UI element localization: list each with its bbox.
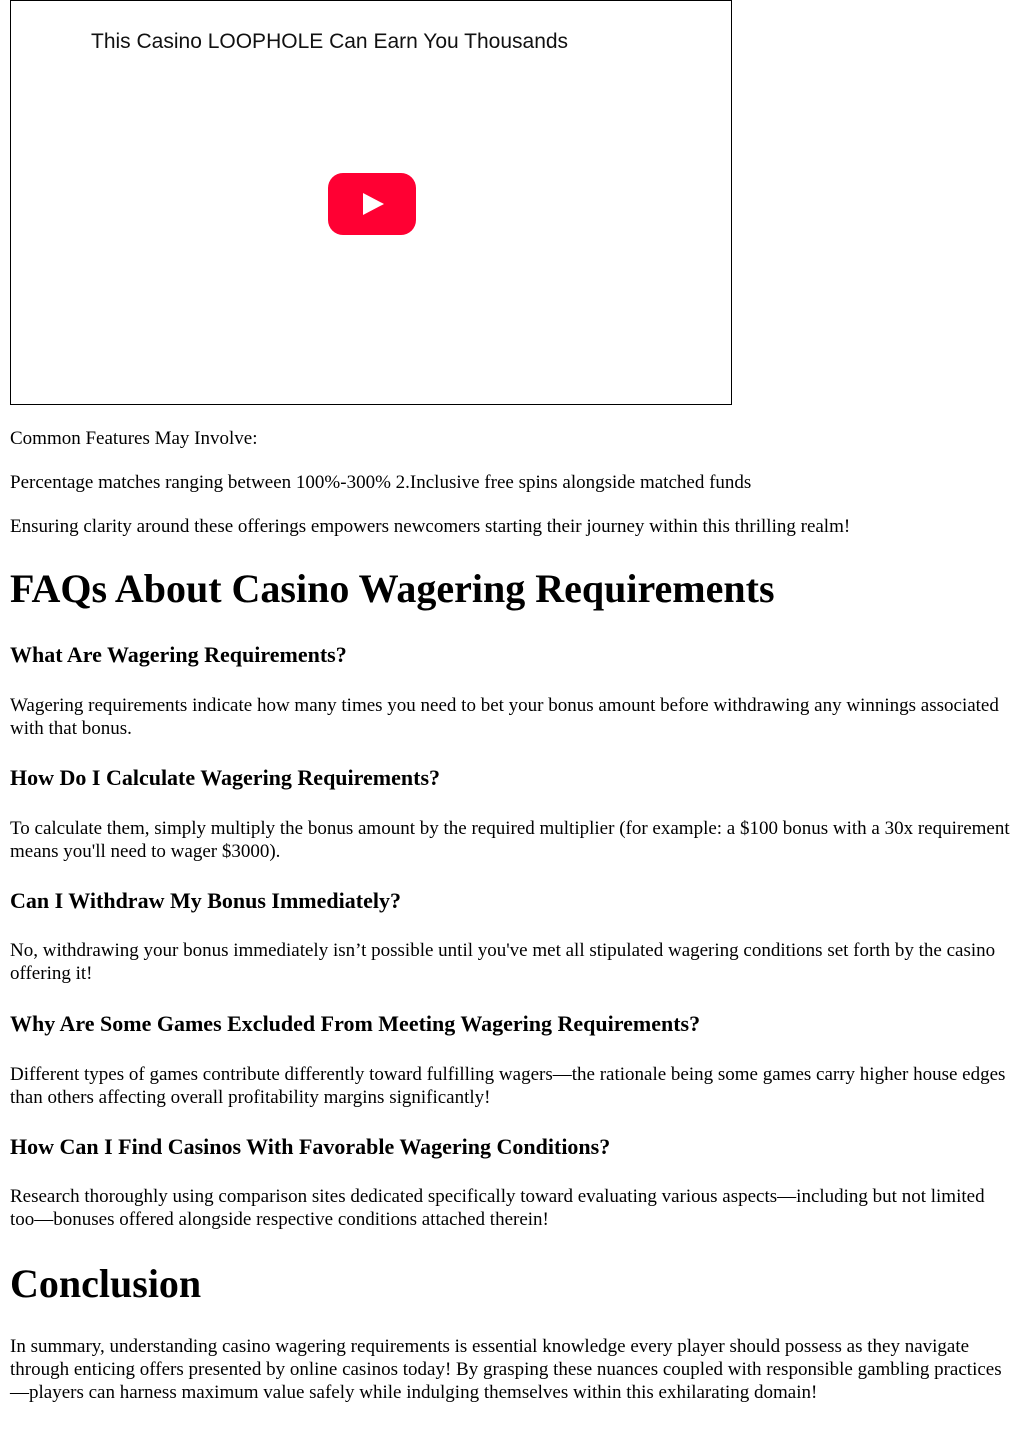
faq-answer: Different types of games contribute differently toward fulfilling wagers—the rationale being some games carry higher house edges than others affecting overall profitability margins significantly! [10,1064,1006,1108]
clarity-text: Ensuring clarity around these offerings empowers newcomers starting their journey within this thrilling realm! [10,516,851,537]
faq-question: How Do I Calculate Wagering Requirements? [10,765,440,790]
play-button[interactable] [328,173,416,235]
faq-answer: To calculate them, simply multiply the bonus amount by the required multiplier (for example: a $100 bonus with a 30x requirement means you'll need to wager $3000). [10,818,1010,862]
common-features-text: Common Features May Involve: [10,428,258,449]
faq-answer: Wagering requirements indicate how many times you need to bet your bonus amount before withdrawing any winnings associated with that bonus. [10,695,999,739]
faq-question: Can I Withdraw My Bonus Immediately? [10,888,401,913]
faq-question: Why Are Some Games Excluded From Meeting Wagering Requirements? [10,1011,701,1036]
video-title[interactable]: This Casino LOOPHOLE Can Earn You Thousands [91,30,569,53]
faq-answer: Research thoroughly using comparison sites dedicated specifically toward evaluating various aspects—including but not limited too—bonuses offered alongside respective conditions attached therein! [10,1186,985,1230]
conclusion-text: In summary, understanding casino wagering requirements is essential knowledge every player should possess as they navigate through enticing offers presented by online casinos today! By grasping these nuances coupled with responsible gambling practices—players can harness maximum value safely while indulging themselves within this exhilarating domain! [10,1336,1002,1403]
article [10,0,1010,1403]
video-embed[interactable] [10,0,732,405]
percentage-matches-text: Percentage matches ranging between 100%-300% 2.Inclusive free spins alongside matched funds [10,472,752,493]
faq-answer: No, withdrawing your bonus immediately isn’t possible until you've met all stipulated wagering conditions set forth by the casino offering it! [10,940,996,984]
faq-heading: FAQs About Casino Wagering Requirements [10,566,775,611]
play-icon [328,173,416,235]
faq-question: What Are Wagering Requirements? [10,642,347,667]
faq-question: How Can I Find Casinos With Favorable Wagering Conditions? [10,1134,611,1159]
conclusion-heading: Conclusion [10,1261,202,1306]
